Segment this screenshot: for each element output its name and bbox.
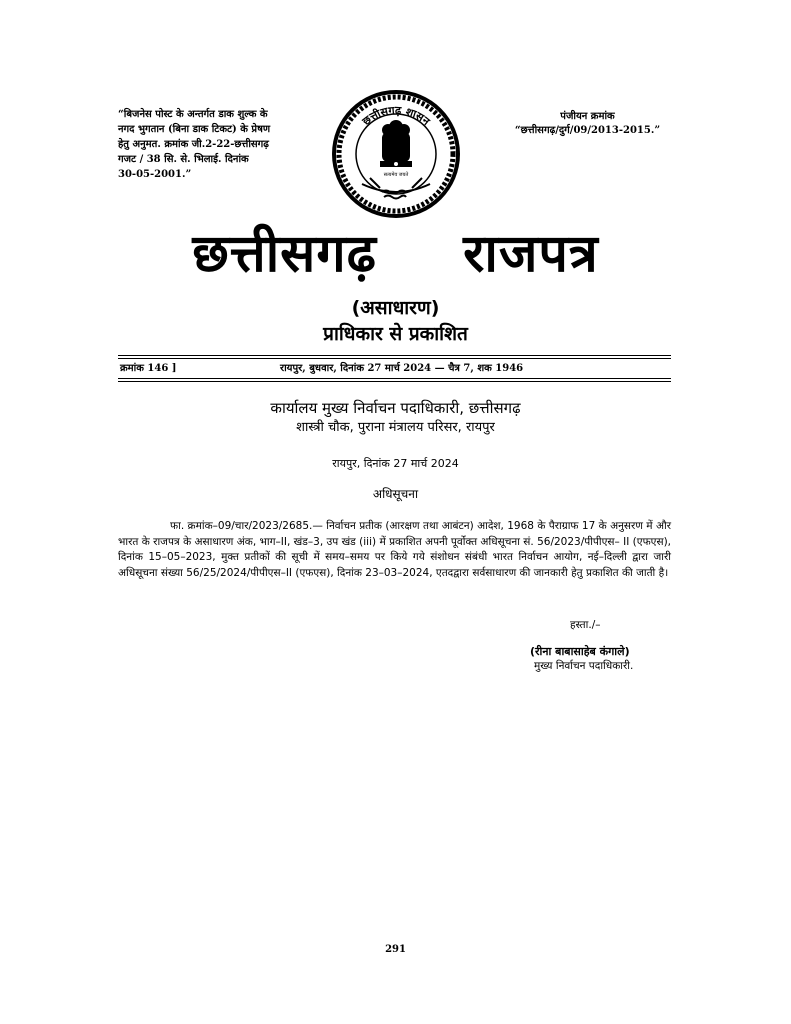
ashoka-lion-icon [380, 120, 412, 167]
postal-note-line: “बिजनेस पोस्ट के अन्तर्गत डाक शुल्क के [118, 109, 268, 120]
gazette-title-gazette: राजपत्र [463, 224, 599, 284]
issue-number: क्रमांक 146 ] [120, 363, 177, 374]
postal-note-line: नगद भुगतान (बिना डाक टिकट) के प्रेषण [118, 124, 271, 135]
page-number: 291 [385, 944, 406, 955]
gazette-title [0, 222, 791, 286]
officer-title: मुख्य निर्वाचन पदाधिकारी. [534, 660, 634, 672]
office-address: शास्त्री चौक, पुराना मंत्रालय परिसर, रायपुर [296, 420, 495, 435]
header-rule-top-2 [118, 358, 671, 359]
notice-date: रायपुर, दिनांक 27 मार्च 2024 [332, 457, 459, 470]
state-emblem-seal [330, 88, 462, 220]
edition-label: (असाधारण) [351, 297, 440, 319]
registration-block [500, 110, 675, 138]
emblem-arc-text: छत्तीसगढ़ शासन [359, 103, 433, 128]
notice-heading: अधिसूचना [372, 487, 419, 501]
postal-permission-note [118, 107, 314, 182]
header-rule-bottom [118, 378, 671, 379]
postal-note-line: 30-05-2001.” [118, 169, 192, 180]
registration-number: “छत्तीसगढ़/दुर्ग/09/2013-2015.” [514, 125, 661, 136]
postal-note-line: गजट / 38 सि. से. भिलाई. दिनांक [118, 154, 249, 165]
issue-date: रायपुर, बुधवार, दिनांक 27 मार्च 2024 — चैत्र 7, शक 1946 [280, 363, 524, 374]
signed-mark: हस्ता./– [570, 619, 601, 631]
registration-label: पंजीयन क्रमांक [560, 111, 615, 122]
header-rule-top [118, 355, 671, 356]
authority-line: प्राधिकार से प्रकाशित [323, 323, 468, 345]
officer-name: (रीना बाबासाहेब कंगाले) [530, 645, 630, 658]
gazette-title-state: छत्तीसगढ़ [192, 224, 377, 284]
notice-body: फा. क्रमांक–09/चार/2023/2685.— निर्वाचन प्रतीक (आरक्षण तथा आबंटन) आदेश, 1968 के पैराग्राफ 17 के अनुसरण में और भारत के राजपत्र के असाधारण अंक, भाग–II, खंड–3, उप खंड (iii) में प्रकाशित अपनी पूर्वोक्त अधिसूचना सं. 56/2023/पीपीएस– II (एफएस), दिनांक 15–05–2023, मुक्त प्रतीकों की सूची में समय–समय पर किये गये संशोधन संबंधी भारत निर्वाचन आयोग, नई–दिल्ली द्वारा जारी अधिसूचना संख्या 56/25/2024/पीपीएस–II (एफएस), दिनांक 23–03–2024, एतदद्वारा सर्वसाधारण की जानकारी हेतु प्रकाशित की जाती है। [118, 520, 671, 579]
postal-note-line: हेतु अनुमत. क्रमांक जी.2-22-छत्तीसगढ़ [118, 139, 269, 150]
office-name: कार्यालय मुख्य निर्वाचन पदाधिकारी, छत्तीसगढ़ [270, 399, 521, 417]
emblem-motto: सत्यमेव जयते [383, 172, 409, 178]
header-rule-bottom-2 [118, 381, 671, 382]
